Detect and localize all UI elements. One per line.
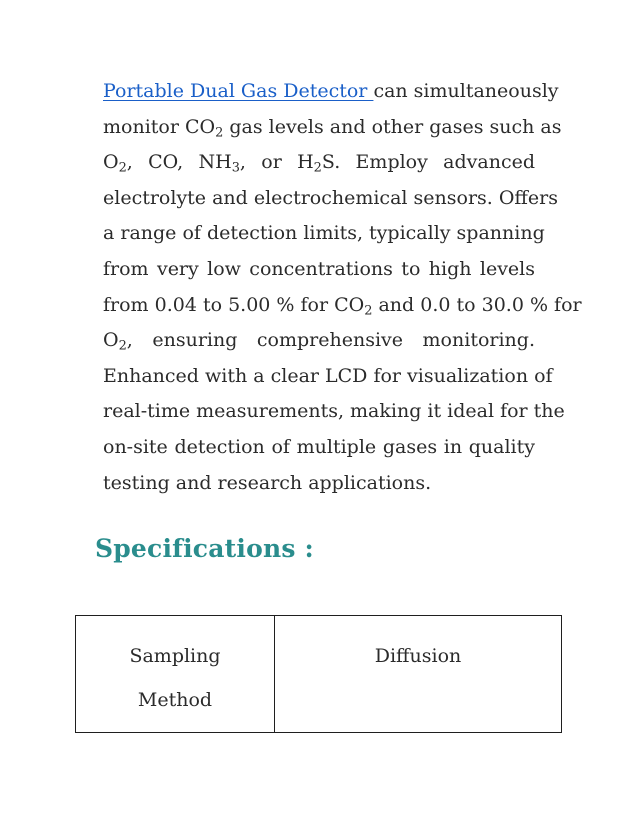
specifications-table xyxy=(75,615,562,733)
description-line xyxy=(103,361,553,397)
description-text: , ensuring comprehensive monitoring. xyxy=(126,329,535,352)
description-line xyxy=(103,325,535,361)
spec-key-cell xyxy=(76,616,275,733)
product-link[interactable]: Portable Dual Gas Detector xyxy=(103,80,374,102)
description-text: O xyxy=(103,329,119,352)
description-text: a range of detection limits, typically spanning xyxy=(103,222,545,245)
chemical-subscript: 2 xyxy=(118,160,127,176)
description-text: from very low concentrations to high levels xyxy=(103,257,535,280)
specifications-heading: Specifications : xyxy=(95,534,314,563)
description-line xyxy=(103,76,559,112)
spec-value-cell xyxy=(275,616,562,733)
chemical-subscript: 2 xyxy=(215,125,224,141)
description-text: on-site detection of multiple gases in quality xyxy=(103,435,535,458)
description-text: real-time measurements, making it ideal for the xyxy=(103,400,565,423)
description-text: testing and research applications. xyxy=(103,471,432,494)
chemical-subscript: 2 xyxy=(313,160,322,176)
spec-value: Diffusion xyxy=(374,645,462,667)
spec-key-label: Method xyxy=(137,689,213,711)
description-text: can simultaneously xyxy=(373,80,559,102)
description-text: and 0.0 to 30.0 % for xyxy=(372,293,582,316)
description-text: monitor CO xyxy=(103,115,216,138)
table-row xyxy=(76,616,562,733)
specifications-table-body xyxy=(76,616,562,733)
description-text: Enhanced with a clear LCD for visualization of xyxy=(103,364,553,387)
description-text: gas levels and other gases such as xyxy=(223,115,562,138)
description-line xyxy=(103,147,535,183)
description-text: , CO, NH xyxy=(126,151,232,174)
description-line xyxy=(103,218,545,254)
description-line xyxy=(103,468,535,504)
description-text: from 0.04 to 5.00 % for CO xyxy=(103,293,365,316)
product-description xyxy=(103,76,582,503)
description-line xyxy=(103,112,562,148)
description-line xyxy=(103,432,535,468)
description-line xyxy=(103,183,559,219)
chemical-subscript: 3 xyxy=(231,160,240,176)
spec-key-label: Sampling xyxy=(129,645,221,667)
description-text: O xyxy=(103,151,119,174)
description-line xyxy=(103,290,582,326)
description-line xyxy=(103,254,535,290)
description-text: , or H xyxy=(239,151,314,174)
description-line xyxy=(103,396,565,432)
chemical-subscript: 2 xyxy=(364,303,373,319)
description-text: electrolyte and electrochemical sensors. Offers xyxy=(103,186,559,209)
chemical-subscript: 2 xyxy=(118,338,127,354)
description-text: S. Employ advanced xyxy=(321,151,535,174)
